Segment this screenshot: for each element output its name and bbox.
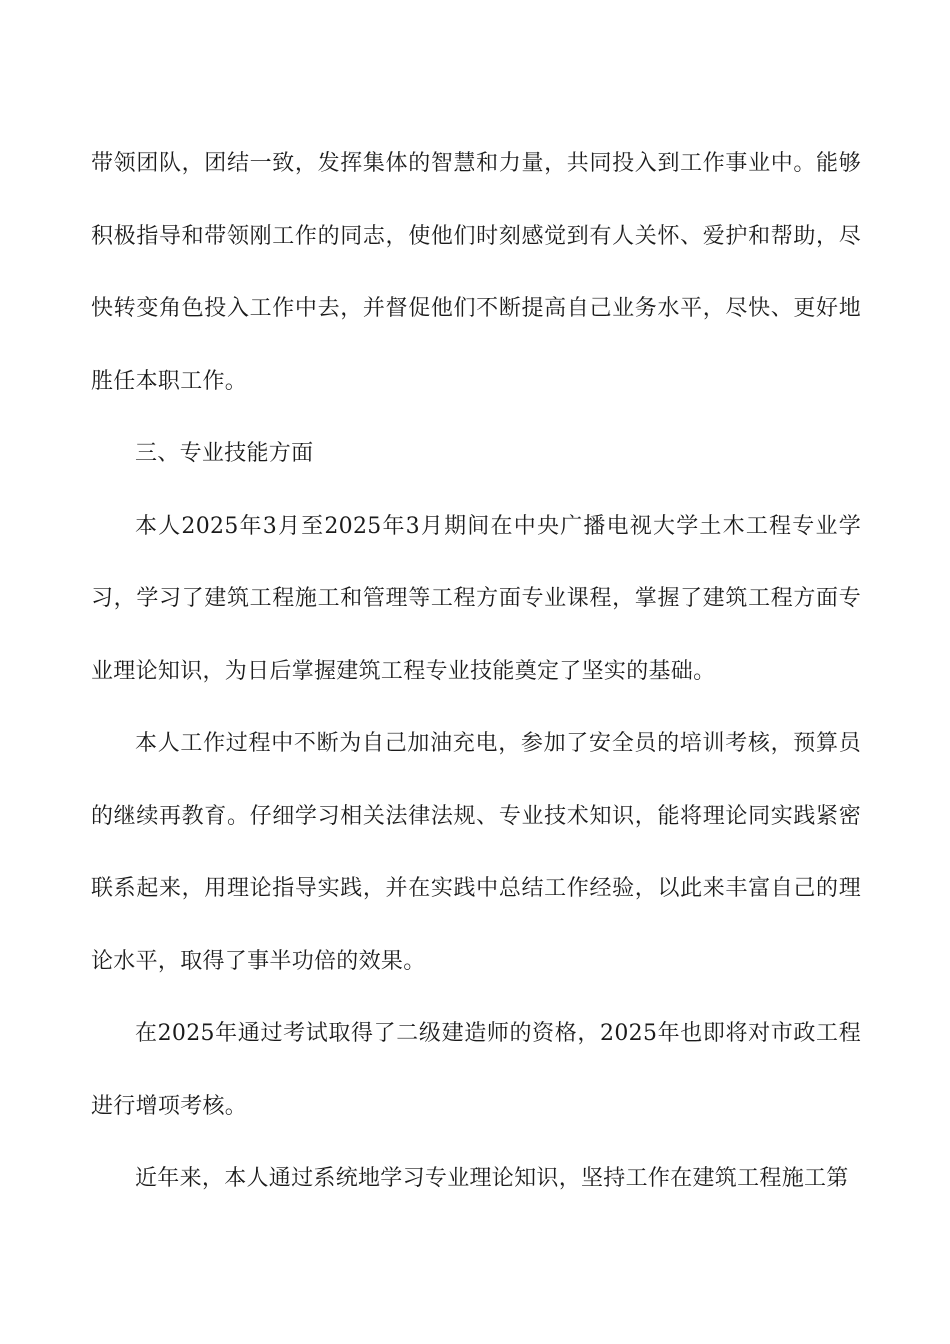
paragraph-recent-years: 近年来，本人通过系统地学习专业理论知识，坚持工作在建筑工程施工第	[135, 1166, 849, 1191]
paragraph-team-leadership: 带领团队，团结一致，发挥集体的智慧和力量，共同投入到工作事业中。能够积极指导和带领刚工作的同志，使他们时刻感觉到有人关怀、爱护和帮助，尽快转变角色投入工作中去，并督促他们不断提高自己业务水平，尽快、更好地胜任本职工作。	[91, 151, 861, 394]
document-body	[91, 128, 861, 1216]
paragraph-education: 本人2025年3月至2025年3月期间在中央广播电视大学土木工程专业学习，学习了建筑工程施工和管理等工程方面专业课程，掌握了建筑工程方面专业理论知识，为日后掌握建筑工程专业技能奠定了坚实的基础。	[91, 513, 861, 684]
section-heading-professional-skills: 三、专业技能方面	[135, 441, 314, 466]
paragraph-training: 本人工作过程中不断为自己加油充电，参加了安全员的培训考核，预算员的继续再教育。仔细学习相关法律法规、专业技术知识，能将理论同实践紧密联系起来，用理论指导实践，并在实践中总结工作经验，以此来丰富自己的理论水平，取得了事半功倍的效果。	[91, 731, 861, 974]
paragraph-certification: 在2025年通过考试取得了二级建造师的资格，2025年也即将对市政工程进行增项考核。	[91, 1021, 861, 1119]
